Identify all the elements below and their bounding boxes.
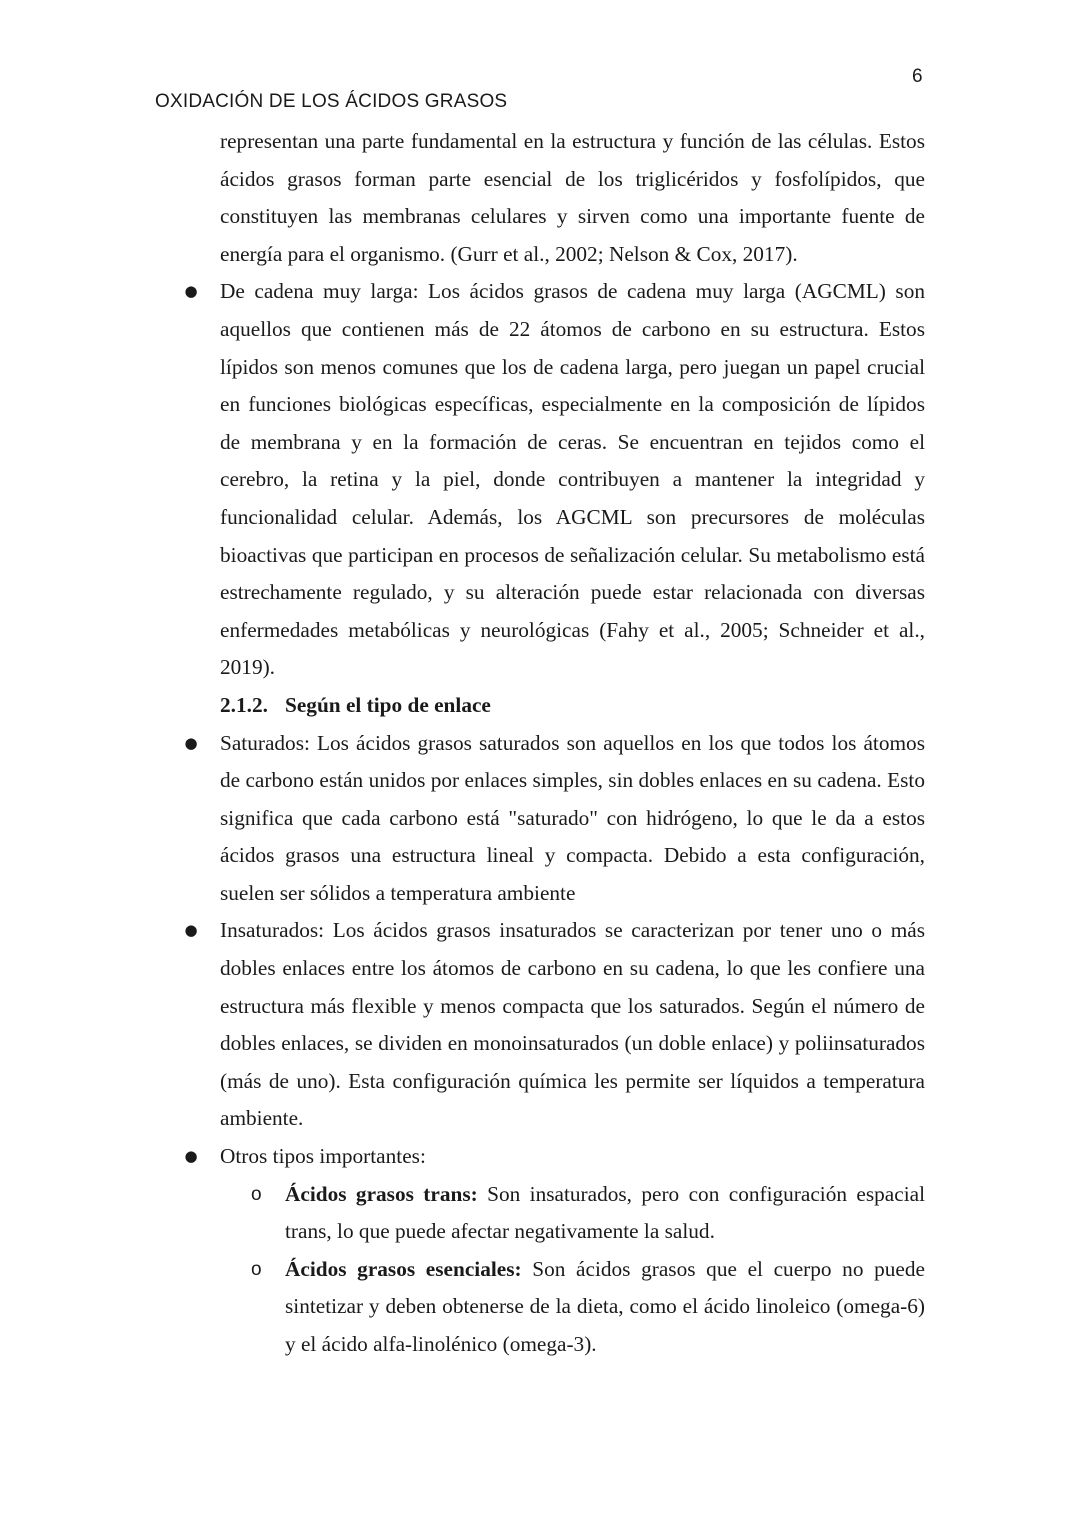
list-item-text: De cadena muy larga: Los ácidos grasos de cadena muy larga (AGCML) son aquellos que contienen más de 22 átomos de carbono en su estructura. Estos lípidos son menos comunes que los de cadena larga, pero juegan un papel crucial en funciones biológicas específicas, especialmente en la composición de lípidos de membrana y en la formación de ceras. Se encuentran en tejidos como el cerebro, la retina y la piel, donde contribuyen a mantener la integridad y funcionalidad celular. Además, los AGCML son precursores de moléculas bioactivas que participan en procesos de señalización celular. Su metabolismo está estrechamente regulado, y su alteración puede estar relacionada con diversas enfermedades metabólicas y neurológicas (Fahy et al., 2005; Schneider et al., 2019). [220,279,925,680]
section-title: Según el tipo de enlace [285,692,491,717]
term-trans: Ácidos grasos trans: [285,1181,478,1206]
sub-item-trans [251,1176,925,1251]
document-body [0,123,1080,1364]
intro-paragraph: representan una parte fundamental en la estructura y función de las células. Estos ácidos grasos forman parte esencial de los triglicéridos y fosfolípidos, que constituyen las membranas celulares y sirven como una importante fuente de energía para el organismo. (Gurr et al., 2002; Nelson & Cox, 2017). [220,129,925,266]
running-title: OXIDACIÓN DE LOS ÁCIDOS GRASOS [155,91,508,112]
list-item-text: Insaturados: Los ácidos grasos insaturados se caracterizan por tener uno o más dobles enlaces entre los átomos de carbono en su cadena, lo que les confiere una estructura más flexible y menos compacta que los saturados. Según el número de dobles enlaces, se dividen en monoinsaturados (un doble enlace) y poliinsaturados (más de uno). Esta configuración química les permite ser líquidos a temperatura ambiente. [220,918,925,1131]
sub-bullet-icon: o [251,1258,262,1280]
bullet-icon: ● [184,733,198,752]
term-trans-text: Son insaturados, pero con configuración espacial trans, lo que puede afectar negativamente la salud. [285,1181,925,1244]
section-number: 2.1.2. [220,692,268,717]
list-item-unsaturated [184,912,925,1138]
list-item-very-long-chain [184,273,925,687]
section-heading [220,687,925,725]
bullet-icon: ● [184,921,198,940]
sub-bullet-icon: o [251,1183,262,1205]
sub-item-essential [251,1251,925,1364]
term-essential-text: Son ácidos grasos que el cuerpo no puede sintetizar y deben obtenerse de la dieta, como el ácido linoleico (omega-6) y el ácido alfa-linolénico (omega-3). [285,1256,925,1356]
list-item-text: Otros tipos importantes: [220,1144,426,1169]
list-item-saturated [184,725,925,913]
page-number: 6 [912,66,923,87]
list-item-other-types [184,1138,925,1176]
list-item-text: Saturados: Los ácidos grasos saturados son aquellos en los que todos los átomos de carbono están unidos por enlaces simples, sin dobles enlaces en su cadena. Esto significa que cada carbono está "saturado" con hidrógeno, lo que le da a estos ácidos grasos una estructura lineal y compacta. Debido a esta configuración, suelen ser sólidos a temperatura ambiente [220,730,925,905]
bullet-icon: ● [184,1147,198,1166]
term-essential: Ácidos grasos esenciales: [285,1256,522,1281]
bullet-icon: ● [184,282,198,301]
